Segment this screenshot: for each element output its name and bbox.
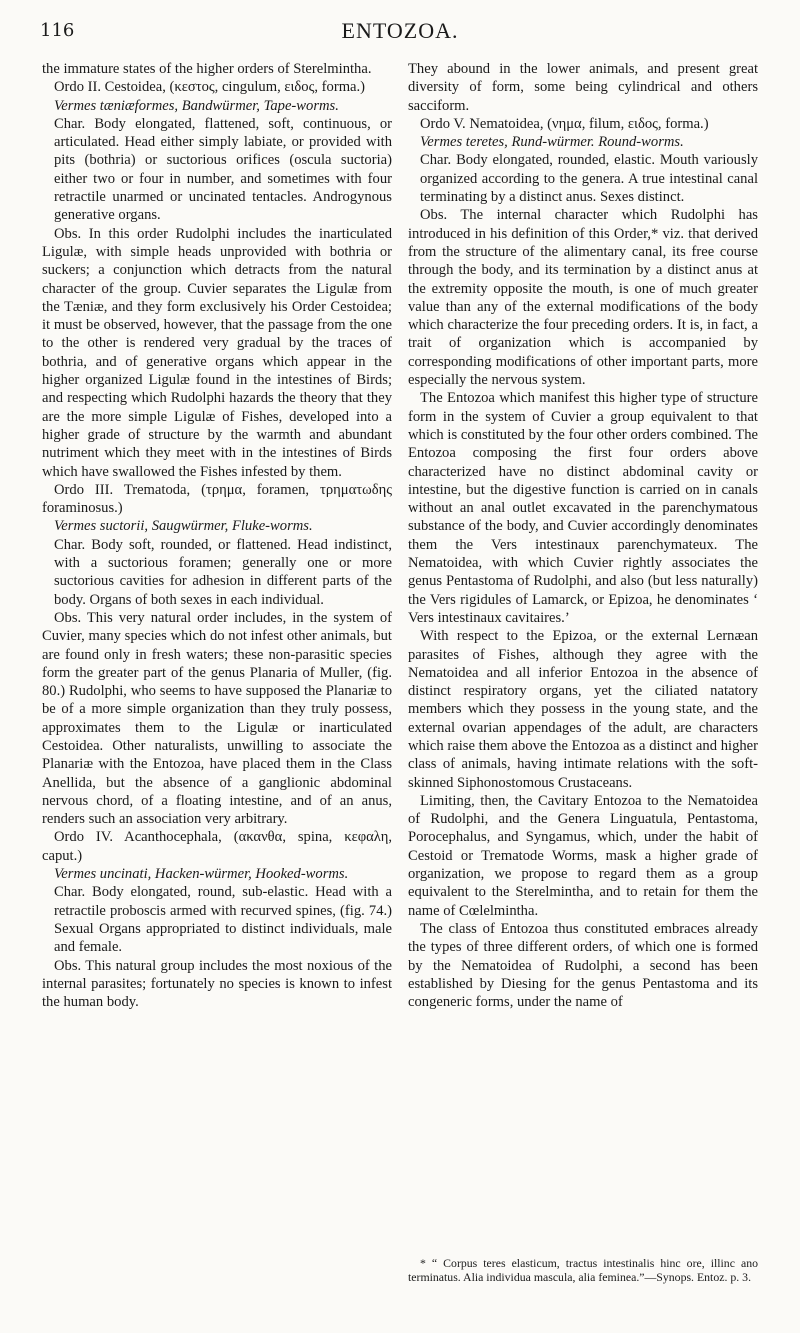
order-heading: Ordo V. Nematoidea, (νημα, filum, ειδος, forma.) <box>420 115 709 132</box>
order-vernacular: Vermes tæniæformes, Bandwürmer, Tape-worms. <box>54 97 339 114</box>
paragraph: With respect to the Epizoa, or the external Lernæan parasites of Fishes, although they agree with the Nematoidea and all inferior Entozoa in the absence of distinct respiratory organs, yet the ciliated natatory members which they possess in the young state, and the external ovarian appendages of the adult, are characters which raise them above the Entozoa as a distinct and higher class of animals, having intimate relations with the soft-skinned Siphonostomous Crustaceans. <box>408 628 758 791</box>
paragraph: They abound in the lower animals, and present great diversity of form, some being cylindrical and others sacciform. <box>408 61 758 114</box>
order-character: Char. Body soft, rounded, or flattened. Head indistinct, with a suctorious foramen; generally one or more suctorious cavities for adhesion in different parts of the body. Organs of both sexes in each individual. <box>54 536 392 608</box>
order-vernacular: Vermes uncinati, Hacken-würmer, Hooked-worms. <box>54 866 349 883</box>
right-column <box>408 60 758 1011</box>
order-character: Char. Body elongated, flattened, soft, continuous, or articulated. Head either simply labiate, or provided with pits (bothria) or suctorious orifices (oscula suctoria) either two or four in number, and sometimes with four retractile unarmed or uncinated tentacles. Androgynous generative organs. <box>54 115 392 224</box>
running-head: ENTOZOA. <box>341 18 459 43</box>
order-character: Char. Body elongated, round, sub-elastic. Head with a retractile proboscis armed with recurved spines, (fig. 74.) Sexual Organs appropriated to distinct individuals, male and female. <box>54 884 392 956</box>
page-number: 116 <box>40 20 75 41</box>
paragraph: Limiting, then, the Cavitary Entozoa to the Nematoidea of Rudolphi, and the Genera Linguatula, Pentastoma, Porocephalus, and Syngamus, which, under the habit of Cestoid or Trematode Worms, mask a higher grade of organization, we propose to regard them as a group equivalent to the Sterelmintha, and to retain for them the name of Cœlelmintha. <box>408 792 758 919</box>
order-heading: Ordo II. Cestoidea, (κεστος, cingulum, ειδος, forma.) <box>54 79 366 96</box>
footnote: * “ Corpus teres elasticum, tractus intestinalis hinc ore, illinc ano terminatus. Alia individua mascula, alia feminea.”—Synops. Entoz. p. 3. <box>408 1256 758 1285</box>
paragraph: The class of Entozoa thus constituted embraces already the types of three different orders, of which one is formed by the Nematoidea of Rudolphi, a second has been established by Diesing for the genus Pentastoma and its congeneric forms, under the name of <box>408 920 758 1011</box>
paragraph: the immature states of the higher orders of Sterelmintha. <box>42 61 372 77</box>
order-observation: Obs. This very natural order includes, in the system of Cuvier, many species which do not infest other animals, but are found only in fresh waters; these non-parasitic species form the greater part of the genus Planaria of Muller, (fig. 80.) Rudolphi, who seems to have supposed the Planariæ to be of a more simple organization than they truly possess, approximates them to the Ligulæ or inarticulated Cestoidea. Other naturalists, unwilling to associate the Planariæ with the Entozoa, have placed them in the Class Anellida, but the absence of a ganglionic abdominal nervous chord, of a floating intestine, and of an anus, renders such an association very arbitrary. <box>42 609 392 828</box>
order-observation: Obs. In this order Rudolphi includes the inarticulated Ligulæ, with simple heads unprovided with bothria or suckers; a conjunction which detracts from the natural character of the group. Cuvier separates the Ligulæ from the Tæniæ, and they form exclusively his Order Cestoidea; it must be observed, however, that the passage from the one to the other is rendered very gradual by the traces of bothria, and of generative organs which appear in the higher organized Ligulæ found in the intestines of Birds; and respecting which Rudolphi hazards the theory that they are the more simple Ligulæ of Fishes, developed into a higher grade of structure by the warmth and abundant nutriment which they meet with in the intestines of Birds which have swallowed the Fishes infested by them. <box>42 225 392 480</box>
order-vernacular: Vermes suctorii, Saugwürmer, Fluke-worms. <box>54 518 313 535</box>
order-observation: Obs. This natural group includes the most noxious of the internal parasites; fortunately no species is known to infest the human body. <box>42 957 392 1011</box>
paragraph: The Entozoa which manifest this higher type of structure form in the system of Cuvier a group equivalent to that which is constituted by the four other orders combined. The Entozoa composing the first four orders above characterized have no distinct abdominal cavity or intestine, but the digestive function is carried on in canals without an anal outlet excavated in the parenchymatous substance of the body, and Cuvier accordingly denominates them the Vers intestinaux parenchymateux. The Nematoidea, with which Cuvier rightly associates the genus Pentastoma of Rudolphi, and also (but less naturally) the Vers rigidules of Lamarck, or Epizoa, he denominates ‘ Vers intestinaux cavitaires.’ <box>408 390 758 626</box>
order-heading: Ordo IV. Acanthocephala, (ακανθα, spina, κεφαλη, caput.) <box>42 829 392 864</box>
order-observation: Obs. The internal character which Rudolphi has introduced in his definition of this Order,* viz. that derived from the structure of the alimentary canal, its free course through the body, and its termination by a distinct anus at the extremity opposite the mouth, is one of much greater value than any of the external modifications of the body which characterize the four preceding orders. It is, in fact, a trait of organization which is accompanied by corresponding modifications of other important parts, more especially the nervous system. <box>408 207 758 389</box>
left-column <box>42 60 392 1011</box>
order-character: Char. Body elongated, rounded, elastic. Mouth variously organized according to the genera. A true intestinal canal terminating by a distinct anus. Sexes distinct. <box>420 152 758 206</box>
order-heading: Ordo III. Trematoda, (τρημα, foramen, τρηματωδης foraminosus.) <box>42 481 392 517</box>
order-vernacular: Vermes teretes, Rund-würmer. Round-worms. <box>420 134 684 151</box>
